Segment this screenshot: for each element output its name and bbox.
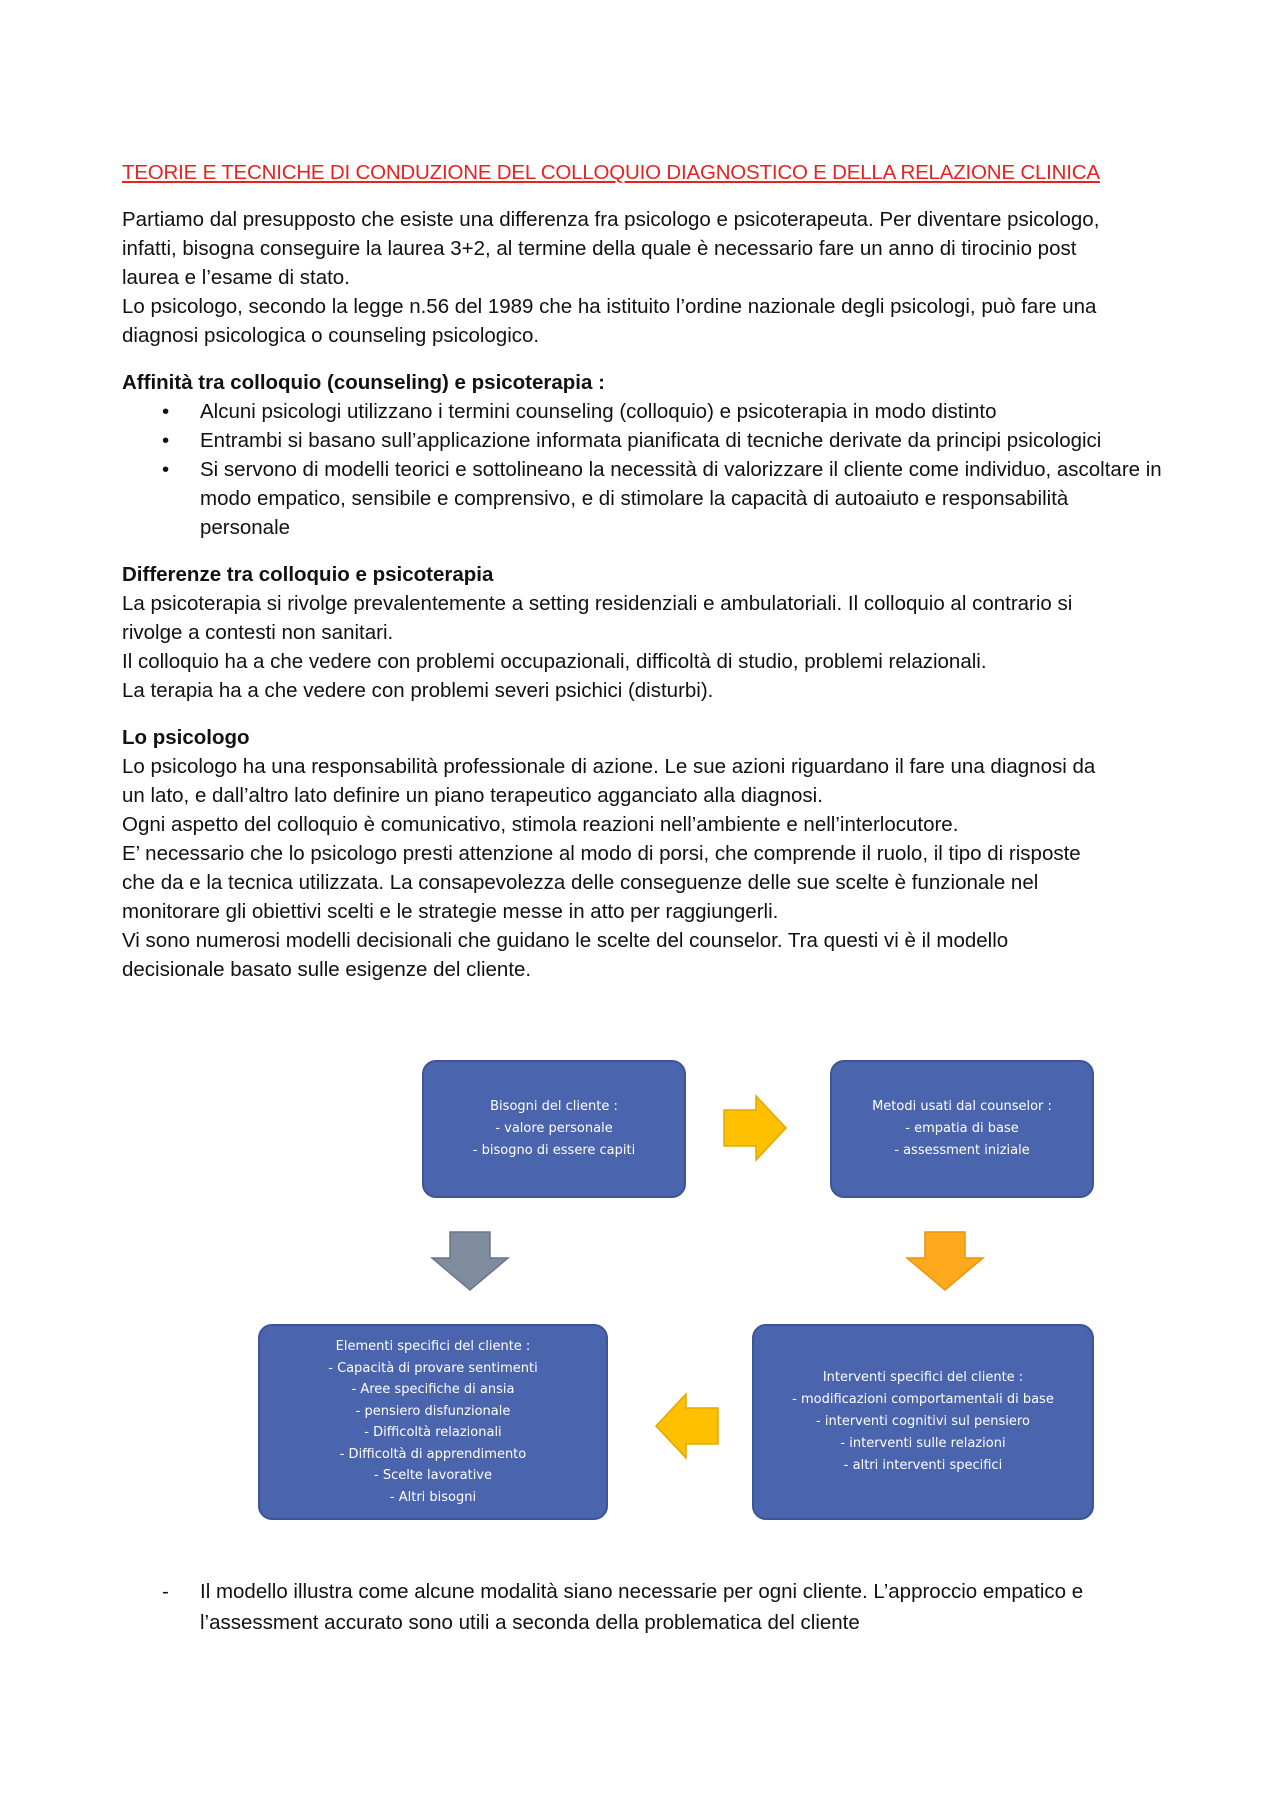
box-title: Interventi specifici del cliente : [822, 1370, 1024, 1385]
psicologo-paragraph [122, 752, 1162, 984]
box-line: - Scelte lavorative [374, 1468, 492, 1483]
arrow-right-shape [724, 1096, 786, 1160]
footer-text [122, 1576, 1162, 1638]
box-line: - bisogno di essere capiti [472, 1143, 636, 1158]
intro-line: Partiamo dal presupposto che esiste una differenza fra psicologo e psicoterapeuta. Per diventare psicologo, [122, 208, 1100, 231]
box-line: - Difficoltà di apprendimento [339, 1446, 527, 1462]
bullet-icon: • [162, 429, 170, 452]
list-item [122, 397, 1162, 426]
affinita-heading: Affinità tra colloquio (counseling) e psicoterapia : [122, 371, 605, 394]
box-line: - valore personale [495, 1121, 613, 1136]
psicologo-line: Vi sono numerosi modelli decisionali che guidano le scelte del counselor. Tra questi vi è il modello [122, 929, 1009, 952]
arrow-down-orange-shape [907, 1232, 983, 1290]
box-line: - interventi cognitivi sul pensiero [816, 1414, 1030, 1429]
psicologo-line: monitorare gli obiettivi scelti e le strategie messe in atto per raggiungerli. [122, 900, 779, 923]
interventi-box [752, 1324, 1094, 1520]
box-line: - pensiero disfunzionale [355, 1403, 511, 1419]
bullet-icon: • [162, 400, 170, 423]
arrow-right-icon [720, 1092, 790, 1164]
differenze-line: rivolge a contesti non sanitari. [122, 621, 394, 644]
box-line: - Capacità di provare sentimenti [328, 1360, 538, 1376]
differenze-line: La terapia ha a che vedere con problemi severi psichici (disturbi). [122, 679, 714, 702]
differenze-paragraph [122, 589, 1162, 705]
psicologo-line: Lo psicologo ha una responsabilità professionale di azione. Le sue azioni riguardano il fare una diagnosi da [122, 755, 1096, 778]
psicologo-heading: Lo psicologo [122, 726, 250, 749]
arrow-down-gray-shape [432, 1232, 508, 1290]
metodi-box [830, 1060, 1094, 1198]
psicologo-line: E’ necessario che lo psicologo presti attenzione al modo di porsi, che comprende il ruolo, il tipo di risposte [122, 842, 1081, 865]
box-line: - modificazioni comportamentali di base [792, 1392, 1054, 1407]
dash-bullet-icon: - [162, 1580, 169, 1603]
affinita-list [122, 397, 1162, 542]
box-line: - empatia di base [905, 1121, 1019, 1136]
box-title: Bisogni del cliente : [490, 1099, 618, 1114]
intro-line: Lo psicologo, secondo la legge n.56 del 1989 che ha istituito l’ordine nazionale degli psicologi, può fare una [122, 295, 1097, 318]
psicologo-line: un lato, e dall’altro lato definire un piano terapeutico agganciato alla diagnosi. [122, 784, 823, 807]
intro-line: laurea e l’esame di stato. [122, 266, 350, 289]
psicologo-line: Ogni aspetto del colloquio è comunicativo, stimola reazioni nell’ambiente e nell’interlocutore. [122, 813, 959, 836]
arrow-left-icon [652, 1390, 722, 1462]
box-line: - interventi sulle relazioni [840, 1436, 1006, 1451]
box-line: - assessment iniziale [894, 1143, 1030, 1158]
list-item-text: Alcuni psicologi utilizzano i termini counseling (colloquio) e psicoterapia in modo distinto [200, 400, 997, 423]
differenze-line: La psicoterapia si rivolge prevalentemente a setting residenziali e ambulatoriali. Il colloquio al contrario si [122, 592, 1073, 615]
list-item-text: Entrambi si basano sull’applicazione informata pianificata di tecniche derivate da principi psicologici [200, 429, 1102, 452]
box-line: - Aree specifiche di ansia [351, 1382, 515, 1397]
footer-line: Il modello illustra come alcune modalità siano necessarie per ogni cliente. L’approccio empatico e [200, 1580, 1084, 1603]
box-title: Metodi usati dal counselor : [872, 1099, 1052, 1114]
document-body [122, 158, 1162, 1002]
arrow-down-orange-icon [905, 1230, 985, 1292]
bullet-icon: • [162, 458, 170, 481]
differenze-heading: Differenze tra colloquio e psicoterapia [122, 563, 494, 586]
box-title: Elementi specifici del cliente : [335, 1339, 531, 1354]
footer-note [122, 1576, 1162, 1638]
decision-model-diagram [0, 1040, 1280, 1560]
box-line: - altri interventi specifici [843, 1458, 1003, 1473]
intro-paragraph [122, 205, 1162, 350]
intro-line: diagnosi psicologica o counseling psicologico. [122, 324, 540, 347]
bisogni-box [422, 1060, 686, 1198]
box-line: - Altri bisogni [389, 1489, 477, 1505]
intro-line: infatti, bisogna conseguire la laurea 3+2, al termine della quale è necessario fare un anno di tirocinio post [122, 237, 1077, 260]
list-item [122, 426, 1162, 455]
list-item [122, 455, 1162, 542]
elementi-box [258, 1324, 608, 1520]
psicologo-line: decisionale basato sulle esigenze del cliente. [122, 958, 532, 981]
box-line: - Difficoltà relazionali [364, 1425, 502, 1440]
footer-line: l’assessment accurato sono utili a seconda della problematica del cliente [200, 1611, 860, 1634]
psicologo-line: che da e la tecnica utilizzata. La consapevolezza delle conseguenze delle sue scelte è funzionale nel [122, 871, 1039, 894]
arrow-left-shape [656, 1394, 718, 1458]
differenze-line: Il colloquio ha a che vedere con problemi occupazionali, difficoltà di studio, problemi relazionali. [122, 650, 987, 673]
list-item-text: Si servono di modelli teorici e sottolineano la necessità di valorizzare il cliente come individuo, ascoltare in modo empatico, sensibile e comprensivo, e di stimolare la capacità di autoaiuto e responsabilità personale [200, 458, 1162, 539]
document-title: TEORIE E TECNICHE DI CONDUZIONE DEL COLLOQUIO DIAGNOSTICO E DELLA RELAZIONE CLINICA [122, 161, 1100, 184]
arrow-down-gray-icon [430, 1230, 510, 1292]
